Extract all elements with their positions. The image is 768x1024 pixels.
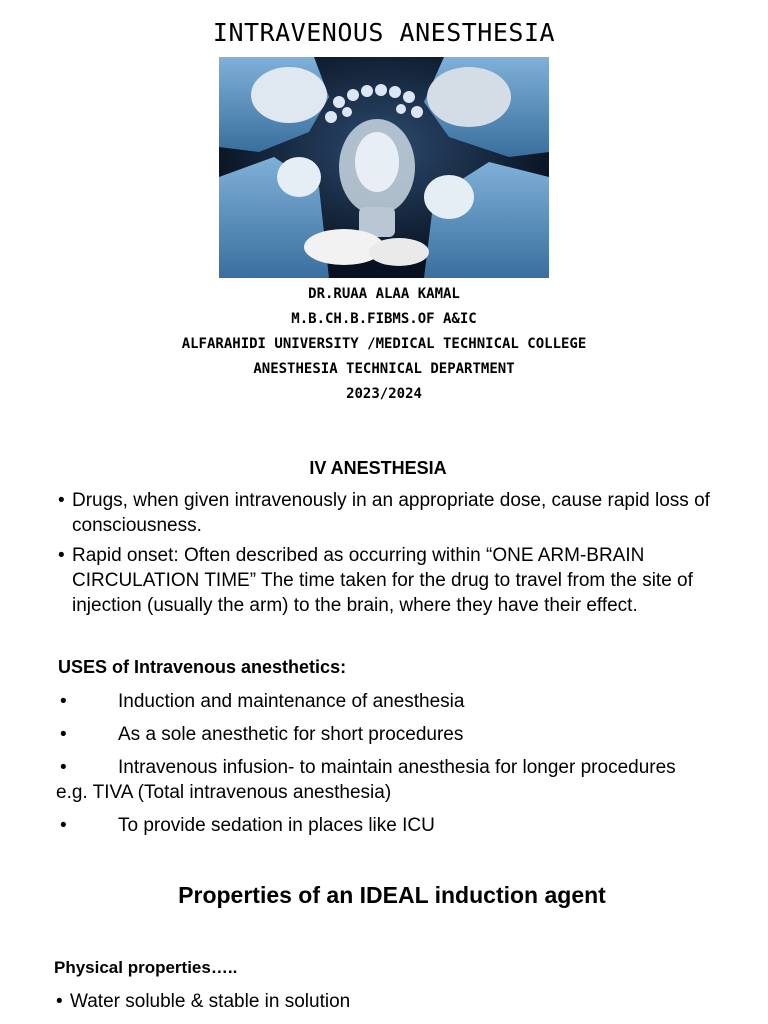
uses-heading: USES of Intravenous anesthetics:: [58, 657, 347, 677]
physical-properties-heading: Physical properties…..: [54, 958, 238, 977]
author-block: [0, 282, 768, 407]
physical-properties-list: [56, 989, 746, 1014]
list-item: • Rapid onset: Often described as occurring within “ONE ARM-BRAIN CIRCULATION TIME” The time taken for the drug to travel from the site of injection (usually the arm) to the brain, where they have their effect.: [58, 543, 748, 618]
bullet-icon: •: [60, 757, 67, 778]
uses-list: [58, 689, 738, 846]
uses-item-continuation: e.g. TIVA (Total intravenous anesthesia): [56, 782, 392, 803]
list-item: • Water soluble & stable in solution: [56, 989, 746, 1014]
list-item: [58, 755, 738, 805]
author-name: DR.RUAA ALAA KAMAL: [308, 286, 460, 302]
bullet-icon: •: [60, 724, 67, 745]
list-item: [58, 813, 738, 838]
properties-heading: Properties of an IDEAL induction agent: [178, 882, 606, 908]
surgeons-photo: [219, 57, 549, 278]
uses-item-text: As a sole anesthetic for short procedures: [118, 724, 464, 745]
bullet-icon: •: [60, 691, 67, 712]
page-title: INTRAVENOUS ANESTHESIA: [212, 18, 556, 47]
list-item: [58, 689, 738, 714]
bullet-icon: •: [60, 815, 67, 836]
list-item: [58, 722, 738, 747]
author-department: ANESTHESIA TECHNICAL DEPARTMENT: [253, 361, 515, 377]
iv-anesthesia-list: [58, 488, 748, 623]
author-year: 2023/2024: [346, 386, 422, 402]
author-degree: M.B.CH.B.FIBMS.OF A&IC: [291, 311, 477, 327]
author-institution: ALFARAHIDI UNIVERSITY /MEDICAL TECHNICAL COLLEGE: [181, 336, 587, 352]
surgeons-illustration: [219, 57, 549, 278]
list-item: • Drugs, when given intravenously in an appropriate dose, cause rapid loss of consciousness.: [58, 488, 748, 538]
uses-item-text: Induction and maintenance of anesthesia: [118, 691, 465, 712]
iv-anesthesia-heading: IV ANESTHESIA: [309, 458, 447, 478]
uses-item-text: Intravenous infusion- to maintain anesthesia for longer procedures: [118, 757, 676, 778]
uses-item-text: To provide sedation in places like ICU: [118, 815, 435, 836]
